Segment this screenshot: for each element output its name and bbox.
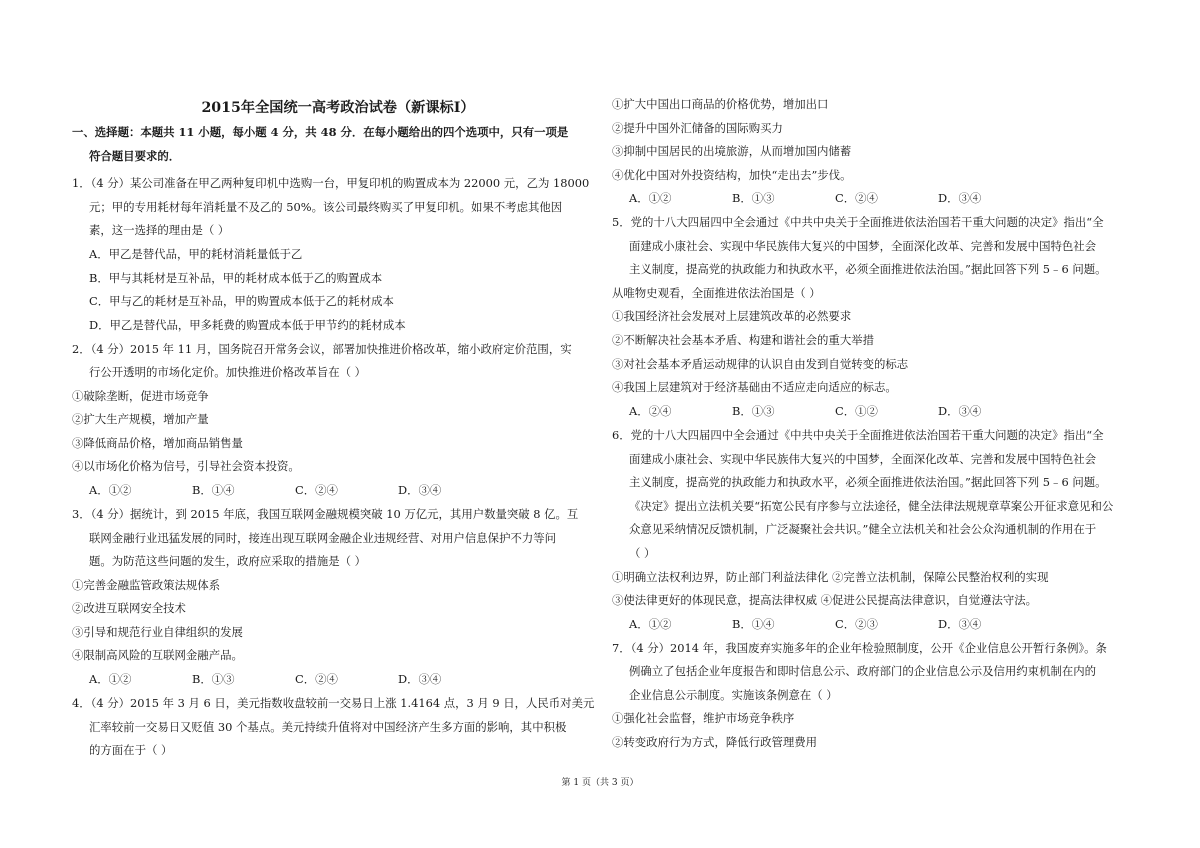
- question-5-item-1: ①我国经济社会发展对上层建筑改革的必然要求: [612, 309, 852, 323]
- question-1-stem-cont: 元；甲的专用耗材每年消耗量不及乙的 50%。该公司最终购买了甲复印机。如果不考虑其他因: [89, 200, 563, 214]
- choice-d: D．③④: [398, 483, 442, 497]
- question-7-item-2: ②转变政府行为方式，降低行政管理费用: [612, 735, 818, 749]
- question-3-item-3: ③引导和规范行业自律组织的发展: [72, 625, 243, 639]
- question-6-items-3-4: ③使法律更好的体现民意，提高法律权威 ④促进公民提高法律意识，自觉遵法守法。: [612, 593, 1038, 607]
- question-1-option-d: D．甲乙是替代品，甲多耗费的购置成本低于甲节约的耗材成本: [89, 318, 406, 332]
- question-7-item-1: ①强化社会监督，维护市场竞争秩序: [612, 711, 795, 725]
- question-2-stem: 2．（4 分）2015 年 11 月，国务院召开常务会议，部署加快推进价格改革，缩小政府定价范围，实: [72, 342, 572, 356]
- question-4-stem-cont: 汇率较前一交易日又贬值 30 个基点。美元持续升值将对中国经济产生多方面的影响，其中积极: [89, 720, 567, 734]
- question-6-choices: [629, 616, 1109, 632]
- question-4-item-2: ②提升中国外汇储备的国际购买力: [612, 121, 783, 135]
- page-title: 2015年全国统一高考政治试卷（新课标Ⅰ）: [201, 100, 475, 116]
- choice-a: A．②④: [629, 404, 672, 418]
- question-5-prompt: 从唯物史观看，全面推进依法治国是（ ）: [612, 286, 821, 300]
- question-6-stem: 6．党的十八大四届四中全会通过《中共中央关于全面推进依法治国若干重大问题的决定》指出“全: [612, 428, 1104, 442]
- question-6-stem-cont: 众意见采纳情况反馈机制，广泛凝聚社会共识。”健全立法机关和社会公众沟通机制的作用在于: [629, 522, 1097, 536]
- choice-c: C．②④: [295, 672, 338, 686]
- choice-a: A．①②: [629, 191, 672, 205]
- choice-d: D．③④: [938, 617, 982, 631]
- section-heading: 一、选择题：本题共 11 小题，每小题 4 分，共 48 分．在每小题给出的四个选项中，只有一项是: [72, 125, 569, 139]
- question-1-stem-cont: 素，这一选择的理由是（ ）: [89, 223, 230, 237]
- question-5-choices: [629, 403, 1109, 419]
- choice-a: A．①②: [89, 483, 132, 497]
- choice-b: B．①③: [732, 191, 775, 205]
- question-5-item-4: ④我国上层建筑对于经济基础由不适应走向适应的标志。: [612, 380, 897, 394]
- question-6-stem-cont: 《决定》提出立法机关要“拓宽公民有序参与立法途径，健全法律法规规章草案公开征求意见和公: [629, 499, 1114, 513]
- question-6-stem-cont: 面建成小康社会、实现中华民族伟大复兴的中国梦，全面深化改革、完善和发展中国特色社会: [629, 452, 1097, 466]
- choice-d: D．③④: [938, 191, 982, 205]
- question-3-stem-cont: 题。为防范这些问题的发生，政府应采取的措施是（ ）: [89, 554, 366, 568]
- question-3-item-1: ①完善金融监管政策法规体系: [72, 578, 221, 592]
- question-3-item-2: ②改进互联网安全技术: [72, 601, 186, 615]
- question-6-items-1-2: ①明确立法权利边界，防止部门利益法律化 ②完善立法机制，保障公民整治权利的实现: [612, 570, 1049, 584]
- question-4-stem-cont: 的方面在于（ ）: [89, 743, 173, 757]
- question-3-item-4: ④限制高风险的互联网金融产品。: [72, 648, 243, 662]
- question-5-stem-cont: 面建成小康社会、实现中华民族伟大复兴的中国梦，全面深化改革、完善和发展中国特色社会: [629, 239, 1097, 253]
- question-7-stem-cont: 企业信息公示制度。实施该条例意在（ ）: [629, 688, 838, 702]
- choice-d: D．③④: [398, 672, 442, 686]
- choice-b: B．①③: [732, 404, 775, 418]
- question-2-item-1: ①破除垄断，促进市场竞争: [72, 389, 209, 403]
- choice-c: C．②③: [835, 617, 878, 631]
- question-1-option-b: B．甲与其耗材是互补品，甲的耗材成本低于乙的购置成本: [89, 271, 383, 285]
- question-7-stem: 7．（4 分）2014 年，我国废弃实施多年的企业年检验照制度，公开《企业信息公开暂行条例》。条: [612, 641, 1107, 655]
- question-1-stem: 1．（4 分）某公司准备在甲乙两种复印机中选购一台，甲复印机的购置成本为 22000 元，乙为 18000: [72, 176, 590, 190]
- question-2-item-3: ③降低商品价格，增加商品销售量: [72, 436, 243, 450]
- choice-b: B．①④: [192, 483, 235, 497]
- question-3-stem: 3．（4 分）据统计，到 2015 年底，我国互联网金融规模突破 10 万亿元，其用户数量突破 8 亿。互: [72, 507, 579, 521]
- question-4-stem: 4．（4 分）2015 年 3 月 6 日，美元指数收盘较前一交易日上涨 1.4164 点，3 月 9 日，人民币对美元: [72, 696, 595, 710]
- question-6-stem-cont: （ ）: [629, 546, 656, 560]
- question-4-item-1: ①扩大中国出口商品的价格优势，增加出口: [612, 97, 829, 111]
- question-2-item-4: ④以市场化价格为信号，引导社会资本投资。: [72, 459, 300, 473]
- question-2-item-2: ②扩大生产规模，增加产量: [72, 412, 209, 426]
- question-2-choices: [89, 482, 569, 498]
- choice-c: C．②④: [295, 483, 338, 497]
- choice-a: A．①②: [89, 672, 132, 686]
- question-6-stem-cont: 主义制度，提高党的执政能力和执政水平，必须全面推进依法治国。”据此回答下列 5﹣6 问题。: [629, 475, 1107, 489]
- question-5-item-3: ③对社会基本矛盾运动规律的认识自由发到自觉转变的标志: [612, 357, 909, 371]
- choice-b: B．①③: [192, 672, 235, 686]
- choice-c: C．①②: [835, 404, 878, 418]
- choice-c: C．②④: [835, 191, 878, 205]
- question-5-item-2: ②不断解决社会基本矛盾、构建和谐社会的重大举措: [612, 333, 874, 347]
- choice-b: B．①④: [732, 617, 775, 631]
- question-4-item-3: ③抑制中国居民的出境旅游，从而增加国内储蓄: [612, 144, 852, 158]
- question-4-choices: [629, 190, 1109, 206]
- question-5-stem-cont: 主义制度，提高党的执政能力和执政水平，必须全面推进依法治国。”据此回答下列 5﹣6 问题。: [629, 262, 1107, 276]
- choice-d: D．③④: [938, 404, 982, 418]
- question-1-option-c: C．甲与乙的耗材是互补品，甲的购置成本低于乙的耗材成本: [89, 294, 394, 308]
- question-5-stem: 5．党的十八大四届四中全会通过《中共中央关于全面推进依法治国若干重大问题的决定》指出“全: [612, 215, 1104, 229]
- section-heading-cont: 符合题目要求的．: [89, 149, 181, 163]
- question-2-stem-cont: 行公开透明的市场化定价。加快推进价格改革旨在（ ）: [89, 365, 366, 379]
- question-3-stem-cont: 联网金融行业迅猛发展的同时，接连出现互联网金融企业违规经营、对用户信息保护不力等问: [89, 531, 557, 545]
- question-7-stem-cont: 例确立了包括企业年度报告和即时信息公示、政府部门的企业信息公示及信用约束机制在内的: [629, 664, 1097, 678]
- question-4-item-4: ④优化中国对外投资结构，加快“走出去”步伐。: [612, 168, 852, 182]
- question-1-option-a: A．甲乙是替代品，甲的耗材消耗量低于乙: [89, 247, 303, 261]
- page-footer: 第 1 页（共 3 页）: [561, 778, 639, 788]
- question-3-choices: [89, 671, 569, 687]
- choice-a: A．①②: [629, 617, 672, 631]
